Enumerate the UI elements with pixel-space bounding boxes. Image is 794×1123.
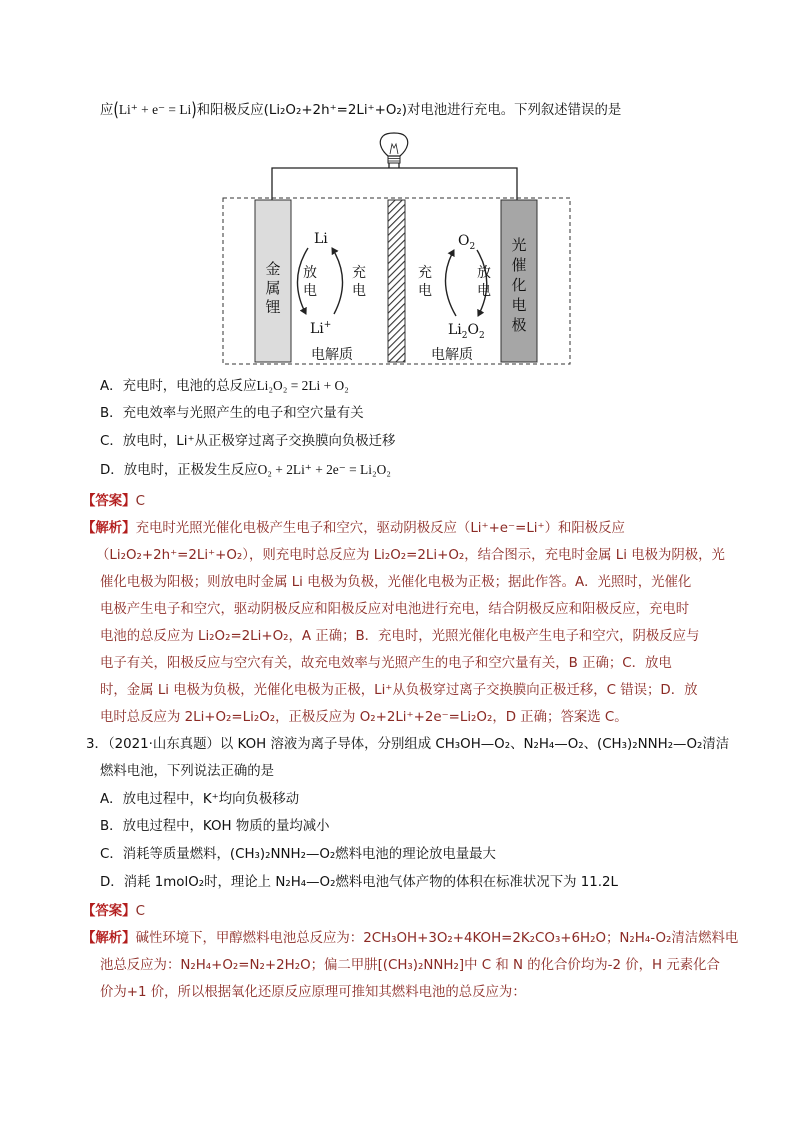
- right-bottom-species-li2o2: $Li_2O_2$: [448, 322, 485, 341]
- right-charge-arrow: [445, 250, 456, 316]
- q2-analysis-line-8: 电时总反应为 2Li+O₂=Li₂O₂，正极反应为 O₂+2Li⁺+2e⁻=Li₂O₂，D 正确；答案选 C。: [100, 710, 628, 725]
- q2-option-d: D．放电时，正极发生反应O₂ + 2Li⁺ + 2e⁻ = Li₂O₂: [100, 462, 391, 478]
- q2-intro-rest: 和阳极反应(Li₂O₂+2h⁺=2Li⁺+O₂)对电池进行充电。下列叙述错误的是: [196, 103, 622, 118]
- q2-analysis-line-1: 【解析】充电时光照光催化电极产生电子和空穴，驱动阴极反应（Li⁺+e⁻=Li⁺）和阳极反应: [82, 521, 625, 536]
- right-electrode-char-2: 催: [511, 256, 527, 274]
- right-top-species-o2: $O_2$: [458, 233, 476, 252]
- q3-option-d: D．消耗 1molO₂时，理论上 N₂H₄—O₂燃料电池气体产物的体积在标准状况下为 11.2L: [100, 875, 619, 890]
- q3-option-a: A．放电过程中，K⁺均向负极移动: [100, 792, 300, 807]
- q2-option-c: C．放电时，Li⁺从正极穿过离子交换膜向负极迁移: [100, 434, 396, 449]
- q2-answer-value: C: [135, 494, 145, 509]
- q2-analysis-line-3: 催化电极为阳极；则放电时金属 Li 电极为负极，光催化电极为正极；据此作答。A．光照时，光催化: [100, 575, 692, 590]
- q3-option-c: C．消耗等质量燃料，(CH₃)₂NNH₂—O₂燃料电池的理论放电量最大: [100, 847, 496, 862]
- battery-diagram: [222, 132, 572, 368]
- right-discharge-char-2: 电: [477, 283, 491, 299]
- q3-option-b: B．放电过程中，KOH 物质的量均减小: [100, 819, 330, 834]
- q3-header-line-1: 3．（2021·山东真题）以 KOH 溶液为离子导体，分别组成 CH₃OH—O₂、N₂H₄—O₂、(CH₃)₂NNH₂—O₂清洁: [86, 737, 730, 752]
- light-bulb-icon: [380, 133, 407, 168]
- q2-option-a-formula: Li₂O₂ = 2Li + O₂: [256, 378, 349, 393]
- q2-analysis-line-7: 时，金属 Li 电极为负极，光催化电极为正极，Li⁺从负极穿过离子交换膜向正极迁移，C 错误；D．放: [100, 683, 698, 698]
- q2-option-a: A．充电时，电池的总反应Li₂O₂ = 2Li + O₂: [100, 378, 349, 394]
- right-discharge-char-1: 放: [477, 265, 491, 281]
- q2-analysis-line-4: 电极产生电子和空穴，驱动阴极反应和阳极反应对电池进行充电，结合阴极反应和阳极反应，充电时: [100, 602, 690, 617]
- electrolyte-right-label: 电解质: [431, 347, 473, 363]
- left-charge-char-1: 充: [352, 265, 366, 281]
- right-charge-char-2: 电: [418, 283, 432, 299]
- ion-exchange-membrane: [388, 200, 405, 362]
- left-electrode-char-2: 属: [265, 279, 281, 297]
- external-wire: [272, 168, 517, 200]
- left-bottom-species-li-ion: Li+: [310, 320, 332, 337]
- q3-analysis-line-2: 池总反应为：N₂H₄+O₂=N₂+2H₂O；偏二甲肼[(CH₃)₂NNH₂]中 C 和 N 的化合价均为-2 价，H 元素化合: [100, 958, 720, 973]
- q2-intro-line: 应(Li⁺ + e⁻ = Li)和阳极反应(Li₂O₂+2h⁺=2Li⁺+O₂)对电池进行充电。下列叙述错误的是: [100, 100, 622, 122]
- left-charge-arrow: [332, 248, 343, 314]
- q3-analysis-line-1: 【解析】碱性环境下，甲醇燃料电池总反应为：2CH₃OH+3O₂+4KOH=2K₂CO₃+6H₂O；N₂H₄-O₂清洁燃料电: [82, 931, 739, 946]
- right-electrode-char-3: 化: [511, 276, 527, 294]
- right-charge-char-1: 充: [418, 265, 432, 281]
- q3-answer: 【答案】C: [82, 904, 145, 919]
- left-charge-char-2: 电: [352, 283, 366, 299]
- q3-analysis-line-3: 价为+1 价，所以根据氧化还原反应原理可推知其燃料电池的总反应为：: [100, 985, 526, 1000]
- q2-option-b: B．充电效率与光照产生的电子和空穴量有关: [100, 406, 364, 421]
- q2-analysis-line-5: 电池的总反应为 Li₂O₂=2Li+O₂，A 正确；B．充电时，光照光催化电极产生电子和空穴，阴极反应与: [100, 629, 700, 644]
- q2-analysis-line-2: （Li₂O₂+2h⁺=2Li⁺+O₂），则充电时总反应为 Li₂O₂=2Li+O₂，结合图示，充电时金属 Li 电极为阴极，光: [96, 548, 725, 563]
- q2-answer: 【答案】C: [82, 494, 145, 509]
- left-discharge-arrow: [297, 248, 308, 314]
- left-electrode-char-3: 锂: [265, 298, 281, 316]
- left-top-species-li: Li: [314, 231, 328, 247]
- q2-intro-pre: 应: [100, 103, 114, 118]
- q2-cathode-reaction: Li⁺ + e⁻ = Li: [118, 102, 192, 117]
- q3-answer-value: C: [135, 904, 145, 919]
- left-discharge-char-2: 电: [303, 283, 317, 299]
- q3-header-line-2: 燃料电池，下列说法正确的是: [100, 764, 275, 779]
- right-electrode-char-5: 极: [511, 316, 527, 334]
- electrolyte-left-label: 电解质: [311, 347, 353, 363]
- right-electrode-char-4: 电: [511, 296, 527, 314]
- left-electrode-char-1: 金: [265, 260, 281, 278]
- q2-analysis-line-6: 电子有关，阳极反应与空穴有关，故充电效率与光照产生的电子和空穴量有关，B 正确；C．放电: [100, 656, 672, 671]
- q2-option-d-formula: O₂ + 2Li⁺ + 2e⁻ = Li₂O₂: [257, 462, 391, 477]
- right-electrode-char-1: 光: [511, 236, 527, 254]
- left-discharge-char-1: 放: [303, 265, 317, 281]
